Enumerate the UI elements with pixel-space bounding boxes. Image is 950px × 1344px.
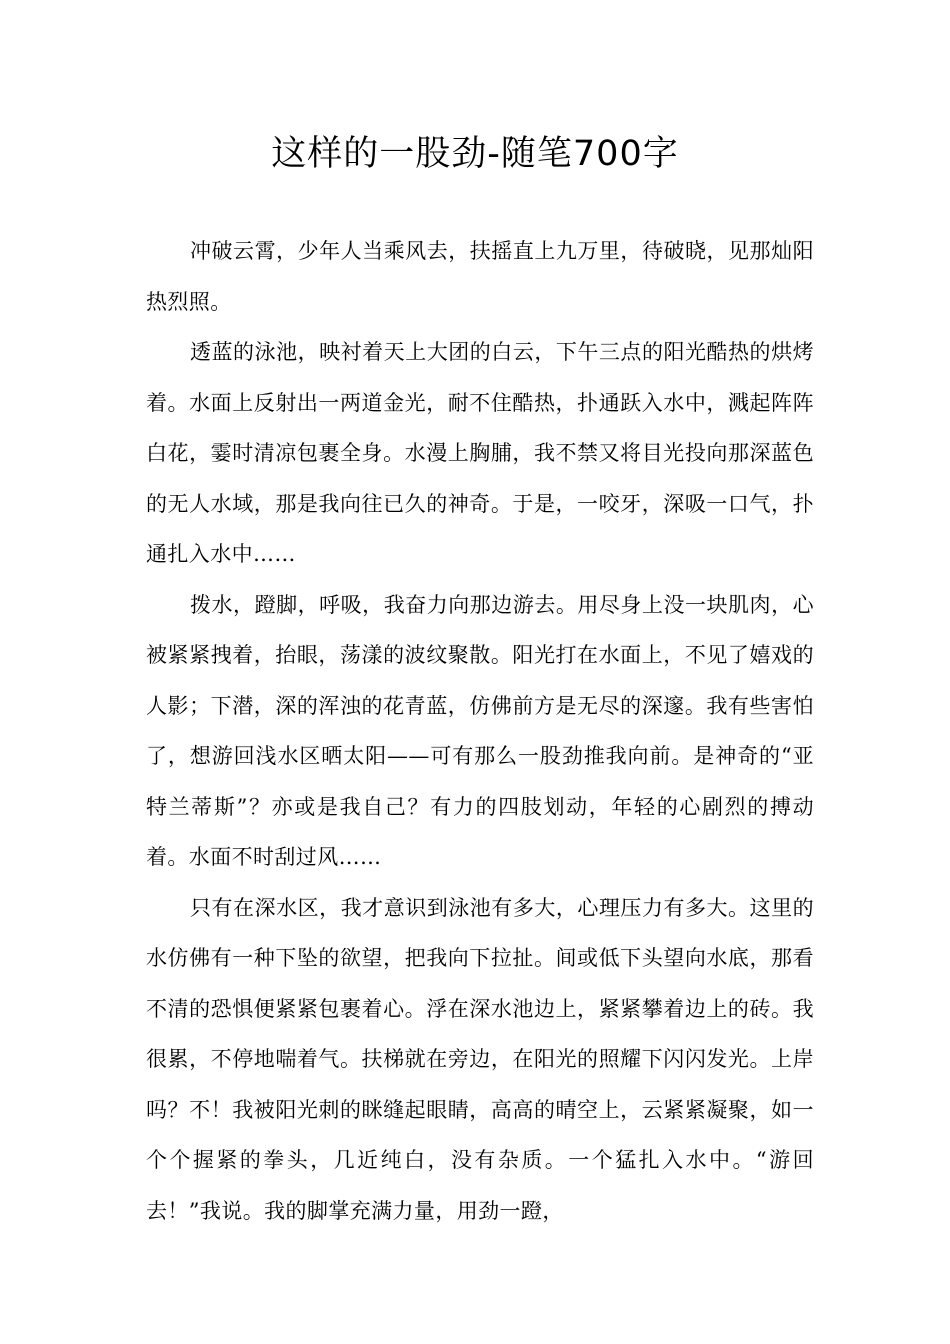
paragraph-1: 冲破云霄，少年人当乘风去，扶摇直上九万里，待破晓，见那灿阳热烈照。 [146, 239, 814, 314]
paragraph-3: 拨水，蹬脚，呼吸，我奋力向那边游去。用尽身上没一块肌肉，心被紧紧拽着，抬眼，荡漾的波纹聚散。阳光打在水面上，不见了嬉戏的人影；下潜，深的浑浊的花青蓝，仿佛前方是无尽的深邃。我有些害怕了，想游回浅水区晒太阳——可有那么一股劲推我向前。是神奇的“亚特兰蒂斯”？亦或是我自己？有力的四肢划动，年轻的心剧烈的搏动着。水面不时刮过风…… [146, 592, 814, 869]
paragraph-4: 只有在深水区，我才意识到泳池有多大，心理压力有多大。这里的水仿佛有一种下坠的欲望，把我向下拉扯。间或低下头望向水底，那看不清的恐惧便紧紧包裹着心。浮在深水池边上，紧紧攀着边上的砖。我很累，不停地喘着气。扶梯就在旁边，在阳光的照耀下闪闪发光。上岸吗？不！我被阳光刺的眯缝起眼睛，高高的晴空上，云紧紧凝聚，如一个个握紧的拳头，几近纯白，没有杂质。一个猛扎入水中。“游回去！”我说。我的脚掌充满力量，用劲一蹬， [146, 895, 814, 1223]
document-body [146, 226, 814, 1236]
paragraph-2: 透蓝的泳池，映衬着天上大团的白云，下午三点的阳光酷热的烘烤着。水面上反射出一两道金光，耐不住酷热，扑通跃入水中，溅起阵阵白花，霎时清凉包裹全身。水漫上胸脯，我不禁又将目光投向那深蓝色的无人水域，那是我向往已久的神奇。于是，一咬牙，深吸一口气，扑通扎入水中…… [146, 340, 814, 566]
document-title: 这样的一股劲-随笔700字 [271, 134, 679, 174]
